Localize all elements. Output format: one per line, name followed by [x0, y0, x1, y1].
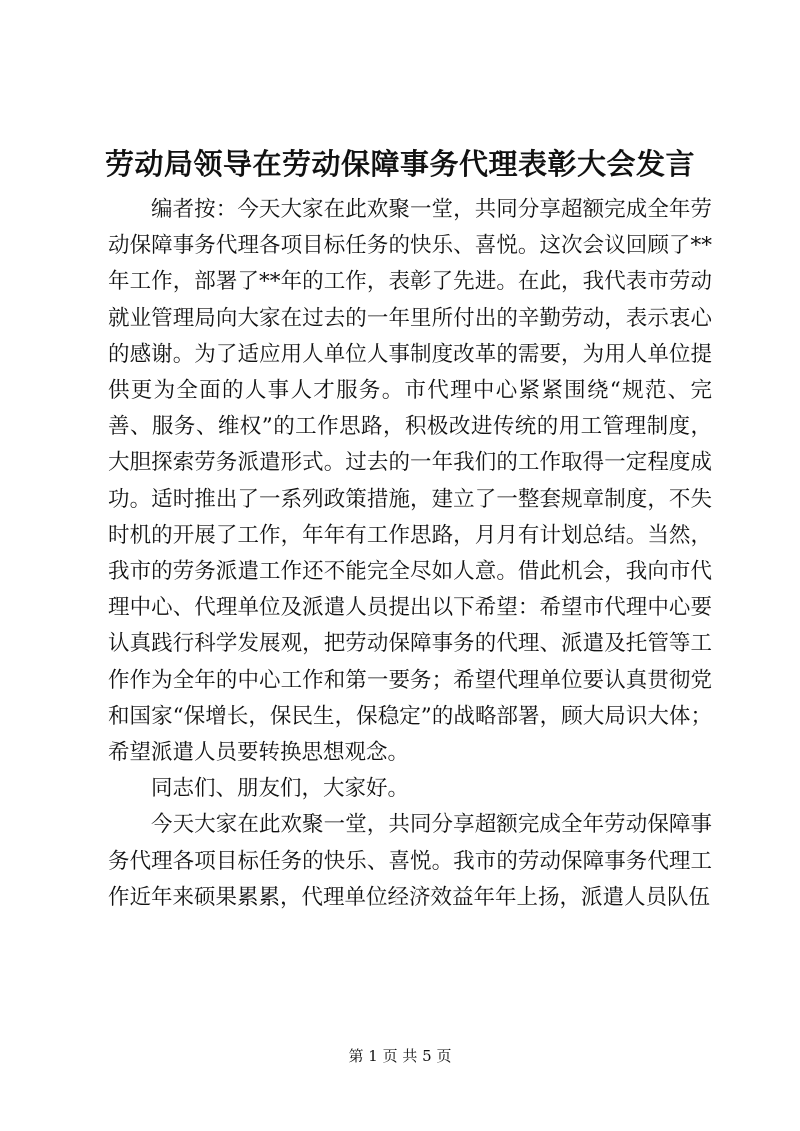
page-number-footer: 第 1 页 共 5 页	[348, 1047, 452, 1065]
document-title: 劳动局领导在劳动保障事务代理表彰大会发言	[104, 147, 695, 181]
speech-paragraph: 今天大家在此欢聚一堂，共同分享超额完成全年劳动保障事务代理各项目标任务的快乐、喜悦。我市的劳动保障事务代理工作近年来硕果累累，代理单位经济效益年年上扬，派遣人员队伍	[108, 812, 712, 910]
document-body	[108, 192, 712, 916]
editor-note-paragraph: 编者按：今天大家在此欢聚一堂，共同分享超额完成全年劳动保障事务代理各项目标任务的快乐、喜悦。这次会议回顾了**年工作，部署了**年的工作，表彰了先进。在此，我代表市劳动就业管理局向大家在过去的一年里所付出的辛勤劳动，表示衷心的感谢。为了适应用人单位人事制度改革的需要，为用人单位提供更为全面的人事人才服务。市代理中心紧紧围绕“规范、完善、服务、维权”的工作思路，积极改进传统的用工管理制度，大胆探索劳务派遣形式。过去的一年我们的工作取得一定程度成功。适时推出了一系列政策措施，建立了一整套规章制度，不失时机的开展了工作，年年有工作思路，月月有计划总结。当然，我市的劳务派遣工作还不能完全尽如人意。借此机会，我向市代理中心、代理单位及派遣人员提出以下希望：希望市代理中心要认真践行科学发展观，把劳动保障事务的代理、派遣及托管等工作作为全年的中心工作和第一要务；希望代理单位要认真贯彻党和国家“保增长，保民生，保稳定”的战略部署，顾大局识大体；希望派遣人员要转换思想观念。	[108, 197, 712, 766]
greeting-paragraph: 同志们、朋友们，大家好。	[151, 776, 410, 802]
